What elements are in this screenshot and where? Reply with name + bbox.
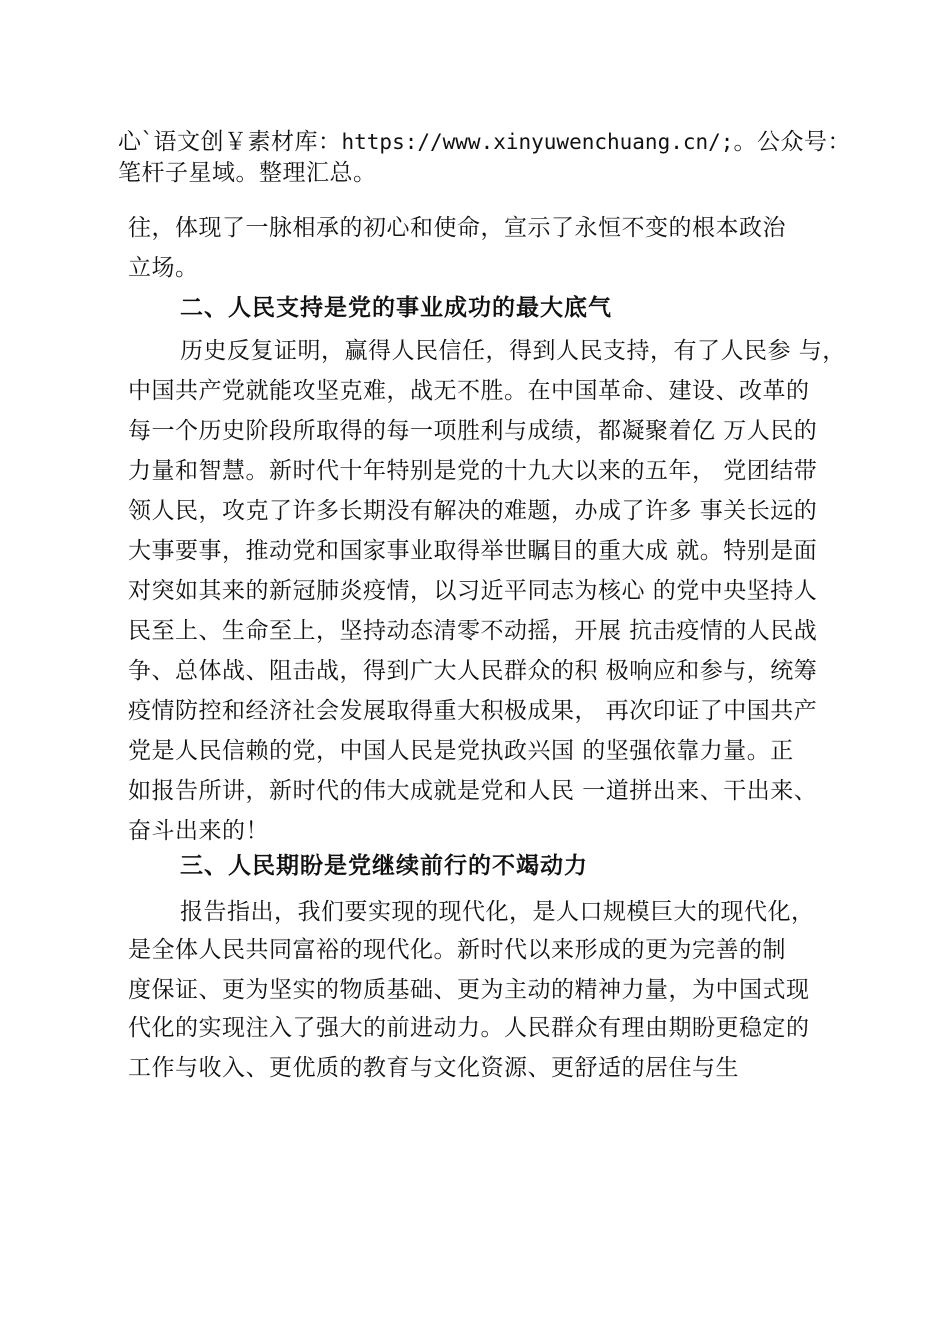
source-note-line-2: 笔杆子星域。整理汇总。 bbox=[118, 160, 377, 186]
paragraph-line: 奋斗出来的！ bbox=[128, 818, 269, 844]
paragraph-line: 争、总体战、阻击战，得到广大人民群众的积 极响应和参与，统筹 bbox=[128, 658, 818, 684]
paragraph-line: 是全体人民共同富裕的现代化。新时代以来形成的更为完善的制 bbox=[128, 937, 786, 963]
source-note-suffix: 。公众号： bbox=[733, 129, 851, 155]
section-heading-3: 三、人民期盼是党继续前行的不竭动力 bbox=[180, 853, 588, 879]
paragraph-line: 立场。 bbox=[128, 255, 199, 281]
paragraph-line: 报告指出，我们要实现的现代化，是人口规模巨大的现代化， bbox=[180, 899, 815, 925]
paragraph-line: 疫情防控和经济社会发展取得重大积极成果， 再次印证了中国共产 bbox=[128, 698, 818, 724]
paragraph-line: 领人民，攻克了许多长期没有解决的难题，办成了许多 事关长远的 bbox=[128, 498, 818, 524]
paragraph-line: 大事要事，推动党和国家事业取得举世瞩目的重大成 就。特别是面 bbox=[128, 538, 818, 564]
paragraph-line: 如报告所讲，新时代的伟大成就是党和人民 一道拼出来、干出来、 bbox=[128, 778, 818, 804]
paragraph-line: 历史反复证明，赢得人民信任，得到人民支持，有了人民参 与， bbox=[180, 338, 846, 364]
paragraph-line: 度保证、更为坚实的物质基础、更为主动的精神力量，为中国式现 bbox=[128, 977, 810, 1003]
paragraph-line: 往，体现了一脉相承的初心和使命，宣示了永恒不变的根本政治 bbox=[128, 215, 786, 241]
section-heading-2: 二、人民支持是党的事业成功的最大底气 bbox=[180, 295, 612, 321]
paragraph-line: 中国共产党就能攻坚克难，战无不胜。在中国革命、建设、改革的 bbox=[128, 378, 810, 404]
paragraph-line: 对突如其来的新冠肺炎疫情，以习近平同志为核心 的党中央坚持人 bbox=[128, 578, 818, 604]
paragraph-line: 每一个历史阶段所取得的每一项胜利与成绩，都凝聚着亿 万人民的 bbox=[128, 418, 818, 444]
paragraph-line: 民至上、生命至上，坚持动态清零不动摇，开展 抗击疫情的人民战 bbox=[128, 618, 818, 644]
paragraph-line: 代化的实现注入了强大的前进动力。人民群众有理由期盼更稳定的 bbox=[128, 1015, 810, 1041]
paragraph-line: 工作与收入、更优质的教育与文化资源、更舒适的居住与生 bbox=[128, 1055, 739, 1081]
paragraph-line: 力量和智慧。新时代十年特别是党的十九大以来的五年， 党团结带 bbox=[128, 458, 818, 484]
paragraph-line: 党是人民信赖的党，中国人民是党执政兴国 的坚强依靠力量。正 bbox=[128, 738, 794, 764]
source-note-prefix: 心`语文创￥素材库： bbox=[118, 129, 342, 155]
source-note-line-1 bbox=[118, 128, 851, 156]
source-url: https://www.xinyuwenchuang.cn/; bbox=[341, 130, 734, 154]
